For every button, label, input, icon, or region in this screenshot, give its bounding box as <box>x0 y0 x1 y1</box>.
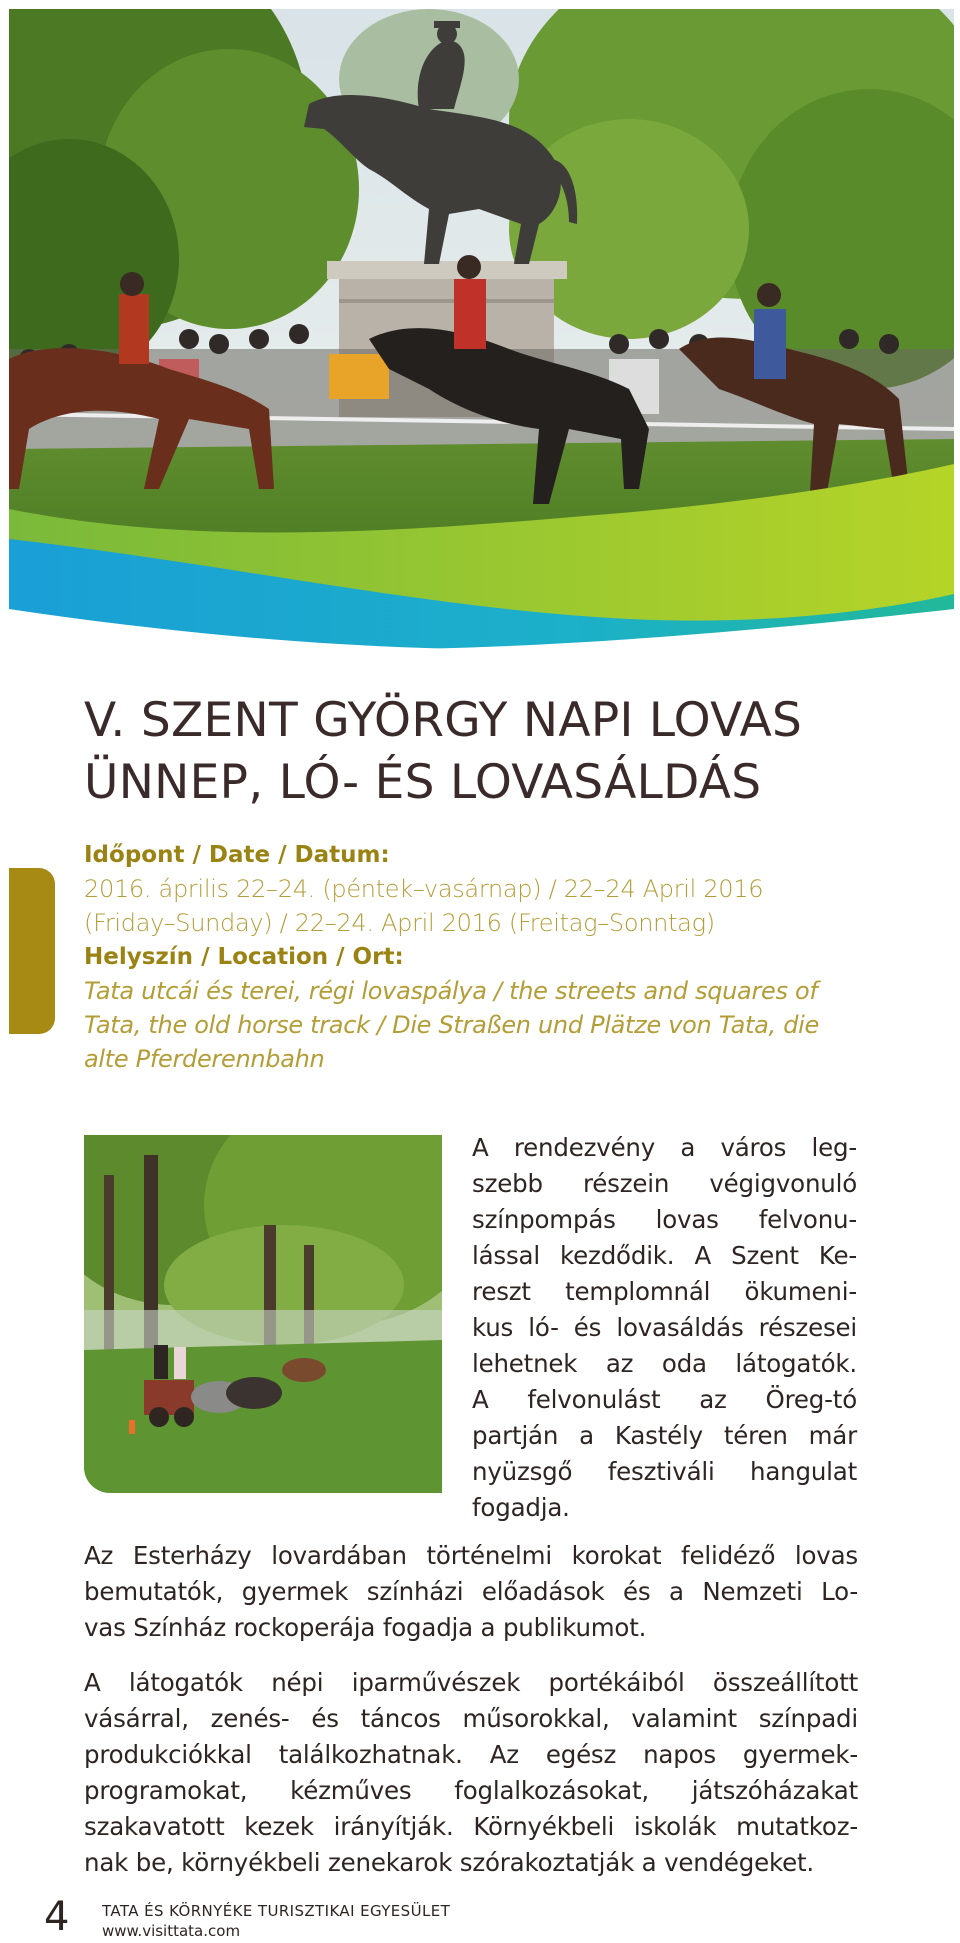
location-label: Helyszín / Location / Ort: <box>84 944 404 970</box>
p3-line: nak be, környékbeli zenekarok szórakoztatják a vendégeket. <box>84 1848 815 1877</box>
footer-url[interactable]: www.visittata.com <box>102 1922 241 1940</box>
date-value-line-1: 2016. április 22–24. (péntek–vasárnap) / 22–24 April 2016 <box>84 875 764 903</box>
body-paragraph-1 <box>472 1130 857 1526</box>
hero-photo <box>9 9 954 649</box>
p1-line: szebb részein végigvonuló <box>472 1169 857 1198</box>
title-line-1: V. SZENT GYÖRGY NAPI LOVAS <box>84 693 803 748</box>
p1-line: reszt templomnál ökumeni- <box>472 1277 857 1306</box>
p3-line: szakavatott kezek irányítják. Környékbeli iskolák mutatkoz- <box>84 1812 858 1841</box>
p1-line: kus ló- és lovasáldás részesei <box>472 1313 857 1342</box>
p1-line: partján a Kastély téren már <box>472 1421 857 1450</box>
p2-line: vas Színház rockoperája fogadja a publikumot. <box>84 1613 647 1642</box>
body-paragraph-2 <box>84 1538 858 1646</box>
pony-carriage-photo <box>84 1135 442 1493</box>
location-value-line-3: alte Pferderennbahn <box>84 1045 325 1073</box>
p3-line: produkciókkal találkozhatnak. Az egész napos gyermek- <box>84 1740 858 1769</box>
event-info <box>84 838 884 1076</box>
p1-line: lehetnek az oda látogatók. <box>472 1349 857 1378</box>
p1-line: színpompás lovas felvonu- <box>472 1205 857 1234</box>
date-label: Időpont / Date / Datum: <box>84 842 390 868</box>
page-number: 4 <box>44 1894 70 1940</box>
p3-line: A látogatók népi iparművészek portékáiból összeállított <box>84 1668 858 1697</box>
location-value-line-2: Tata, the old horse track / Die Straßen und Plätze von Tata, die <box>84 1011 819 1039</box>
p1-line: A felvonulást az Öreg-tó <box>472 1385 857 1414</box>
side-accent-tab <box>9 868 55 1034</box>
p1-line: lással kezdődik. A Szent Ke- <box>472 1241 857 1270</box>
page-title <box>84 690 904 814</box>
p1-line: A rendezvény a város leg- <box>472 1133 857 1162</box>
date-value-line-2: (Friday–Sunday) / 22–24. April 2016 (Freitag–Sonntag) <box>84 909 715 937</box>
p3-line: vásárral, zenés- és táncos műsorokkal, valamint színpadi <box>84 1704 858 1733</box>
p1-line: nyüzsgő fesztiváli hangulat <box>472 1457 857 1486</box>
p2-line: Az Esterházy lovardában történelmi korokat felidéző lovas <box>84 1541 858 1570</box>
location-value-line-1: Tata utcái és terei, régi lovaspálya / the streets and squares of <box>84 977 818 1005</box>
title-line-2: ÜNNEP, LÓ- ÉS LOVASÁLDÁS <box>84 755 762 810</box>
footer-organization: TATA ÉS KÖRNYÉKE TURISZTIKAI EGYESÜLET <box>102 1902 451 1920</box>
p1-line: fogadja. <box>472 1493 570 1522</box>
p3-line: programokat, kézműves foglalkozásokat, játszóházakat <box>84 1776 858 1805</box>
body-paragraph-3 <box>84 1665 858 1881</box>
p2-line: bemutatók, gyermek színházi előadások és a Nemzeti Lo- <box>84 1577 858 1606</box>
